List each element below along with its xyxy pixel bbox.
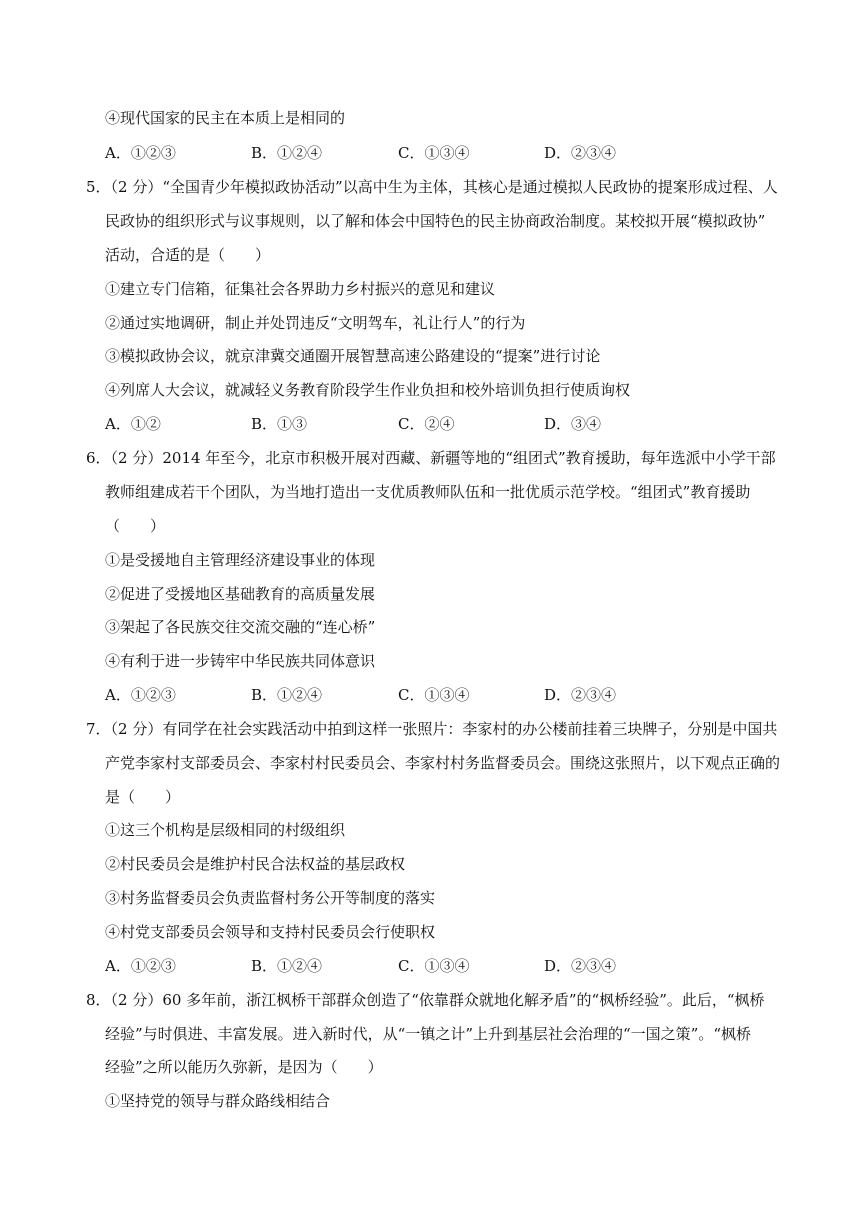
q4-choice-a[interactable]: A．①②③ — [105, 144, 176, 162]
q6-choice-b[interactable]: B．①②④ — [251, 686, 323, 704]
q7-choice-c[interactable]: C．①③④ — [398, 957, 470, 975]
q7-option-1: ①这三个机构是层级相同的村级组织 — [105, 821, 346, 839]
q7-option-4: ④村党支部委员会领导和支持村民委员会行使职权 — [105, 923, 436, 941]
q7-option-3: ③村务监督委员会负责监督村务公开等制度的落实 — [105, 889, 436, 907]
q7-stem-line-3: 是（ ） — [105, 788, 181, 806]
q6-option-2: ②促进了受援地区基础教育的高质量发展 — [105, 585, 376, 603]
q5-stem-line-3: 活动，合适的是（ ） — [105, 246, 271, 264]
q8-stem-line-3: 经验”之所以能历久弥新，是因为（ ） — [105, 1058, 383, 1076]
q8-stem-line-1: 8．（2 分）60 多年前，浙江枫桥干部群众创造了“依靠群众就地化解矛盾”的“枫桥经验”。此后，“枫桥 — [86, 991, 765, 1009]
q5-option-4: ④列席人大会议，就减轻义务教育阶段学生作业负担和校外培训负担行使质询权 — [105, 381, 631, 399]
q8-stem-line-2: 经验”与时俱进、丰富发展。进入新时代，从“一镇之计”上升到基层社会治理的“一国之策”。“枫桥 — [105, 1025, 752, 1043]
q4-option-4: ④现代国家的民主在本质上是相同的 — [105, 109, 346, 127]
q7-stem-line-2: 产党李家村支部委员会、李家村村民委员会、李家村村务监督委员会。围绕这张照片，以下观点正确的 — [105, 754, 781, 772]
q5-choice-b[interactable]: B．①③ — [251, 415, 308, 433]
q6-stem-line-1: 6．（2 分）2014 年至今，北京市积极开展对西藏、新疆等地的“组团式”教育援助，每年选派中小学干部 — [86, 449, 776, 467]
q6-option-1: ①是受援地自主管理经济建设事业的体现 — [105, 551, 376, 569]
q6-choice-c[interactable]: C．①③④ — [398, 686, 470, 704]
q7-stem-line-1: 7．（2 分）有同学在社会实践活动中拍到这样一张照片：李家村的办公楼前挂着三块牌子，分别是中国共 — [86, 720, 778, 738]
q6-stem-line-2: 教师组建成若干个团队，为当地打造出一支优质教师队伍和一批优质示范学校。“组团式”教育援助 — [105, 483, 751, 501]
q7-option-2: ②村民委员会是维护村民合法权益的基层政权 — [105, 855, 406, 873]
q7-choice-b[interactable]: B．①②④ — [251, 957, 323, 975]
q5-option-3: ③模拟政协会议，就京津冀交通圈开展智慧高速公路建设的“提案”进行讨论 — [105, 347, 601, 365]
q4-choice-d[interactable]: D．②③④ — [544, 144, 617, 162]
q5-option-2: ②通过实地调研，制止并处罚违反“文明驾车，礼让行人”的行为 — [105, 314, 526, 332]
q6-choice-d[interactable]: D．②③④ — [544, 686, 617, 704]
q6-option-3: ③架起了各民族交往交流交融的“连心桥” — [105, 618, 376, 636]
q7-choice-d[interactable]: D．②③④ — [544, 957, 617, 975]
q5-stem-line-1: 5．（2 分）“全国青少年模拟政协活动”以高中生为主体，其核心是通过模拟人民政协的提案形成过程、人 — [86, 178, 778, 196]
q6-option-4: ④有利于进一步铸牢中华民族共同体意识 — [105, 652, 376, 670]
q4-choice-b[interactable]: B．①②④ — [251, 144, 323, 162]
q5-choice-c[interactable]: C．②④ — [398, 415, 455, 433]
q4-choice-c[interactable]: C．①③④ — [398, 144, 470, 162]
q5-choice-a[interactable]: A．①② — [105, 415, 161, 433]
q8-option-1: ①坚持党的领导与群众路线相结合 — [105, 1092, 331, 1110]
q5-stem-line-2: 民政协的组织形式与议事规则，以了解和体会中国特色的民主协商政治制度。某校拟开展“模拟政协” — [105, 212, 766, 230]
q5-choice-d[interactable]: D．③④ — [544, 415, 602, 433]
q7-choice-a[interactable]: A．①②③ — [105, 957, 176, 975]
q6-stem-line-3: （ ） — [105, 517, 166, 535]
q6-choice-a[interactable]: A．①②③ — [105, 686, 176, 704]
q5-option-1: ①建立专门信箱，征集社会各界助力乡村振兴的意见和建议 — [105, 280, 496, 298]
